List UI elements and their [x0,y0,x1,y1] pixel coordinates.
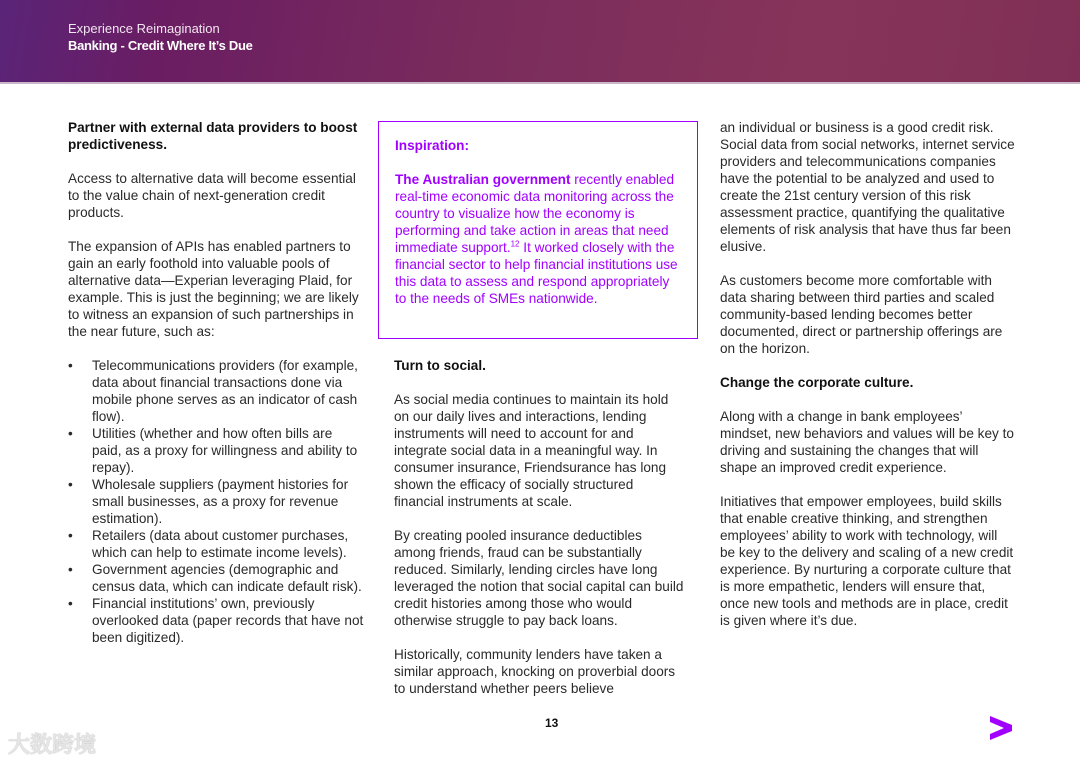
paragraph: As customers become more comfortable with data sharing between third parties and scaled community-based lending becomes better documented, direct or partnership offerings are on the horizon. [720,273,1003,356]
column-1 [68,119,364,646]
paragraph: By creating pooled insurance deductibles among friends, fraud can be substantially reduced. Similarly, lending circles have long leveraged the notion that social capital can build credit histories among those who would otherwise struggle to pay back loans. [394,528,684,628]
header-subtitle: Experience Reimagination [68,21,220,36]
callout-text [395,171,681,307]
paragraph: Access to alternative data will become essential to the value chain of next-generation credit products. [68,171,356,220]
callout-label: Inspiration: [395,138,470,153]
list-item: • Government agencies (demographic and census data, which can indicate default risk). [68,561,364,595]
paragraph: As social media continues to maintain its hold on our daily lives and interactions, lending instruments will need to account for and integrate social data in a meaningful way. In consumer insurance, Friendsurance has long shown the efficacy of socially structured financial instruments at scale. [394,392,669,509]
header-title: Banking - Credit Where It’s Due [68,38,253,53]
bullet-list [68,357,364,646]
list-item: • Wholesale suppliers (payment histories for small businesses, as a proxy for revenue estimation). [68,476,364,527]
footnote-ref: 12 [510,239,520,249]
paragraph: Initiatives that empower employees, build skills that enable creative thinking, and strengthen employees’ ability to work with technology, will be key to the delivery and scaling of a new credit experience. By nurturing a corporate culture that is more empathetic, lenders will ensure that, once new tools and methods are in place, credit is given where it’s due. [720,494,1014,628]
column-2 [394,357,686,714]
list-item: • Retailers (data about customer purchases, which can help to estimate income levels). [68,527,364,561]
page-number: 13 [545,716,559,730]
list-item: • Telecommunications providers (for example, data about financial transactions done via mobile phone serves as an indicator of cash flow). [68,357,364,425]
callout-body: recently enabled real-time economic data monitoring across the country to visualize how the economy is performing and take action in areas that need immediate support. [395,172,675,255]
inspiration-callout [378,121,698,339]
list-item: • Utilities (whether and how often bills are paid, as a proxy for willingness and ability to repay). [68,425,364,476]
watermark: 大数跨境 [8,732,97,757]
page-header [0,0,1080,84]
callout-body-cont: It worked closely with the financial sector to help financial institutions use this data to assess and respond appropriately to the needs of SMEs nationwide. [395,240,678,306]
section-heading: Partner with external data providers to boost predictiveness. [68,120,358,152]
callout-lead: The Australian government [395,172,571,187]
next-arrow-icon [990,716,1012,745]
section-heading: Turn to social. [394,358,486,373]
paragraph: Historically, community lenders have taken a similar approach, knocking on proverbial doors to understand whether peers believe [394,647,676,696]
paragraph: an individual or business is a good credit risk. Social data from social networks, internet service providers and telecommunications companies have the potential to be analyzed and used to create the 21st century version of this risk assessment practice, quantifying the qualitative elements of risk analysis that have thus far been elusive. [720,120,1015,254]
column-3 [720,119,1016,646]
list-item: • Financial institutions’ own, previously overlooked data (paper records that have not been digitized). [68,595,364,646]
section-heading: Change the corporate culture. [720,375,914,390]
paragraph: The expansion of APIs has enabled partners to gain an early foothold into valuable pools of alternative data—Experian leveraging Plaid, for example. This is just the beginning; we are likely to witness an expansion of such partnerships in the near future, such as: [68,239,359,339]
paragraph: Along with a change in bank employees’ mindset, new behaviors and values will be key to driving and sustaining the changes that will shape an improved credit experience. [720,409,1014,475]
